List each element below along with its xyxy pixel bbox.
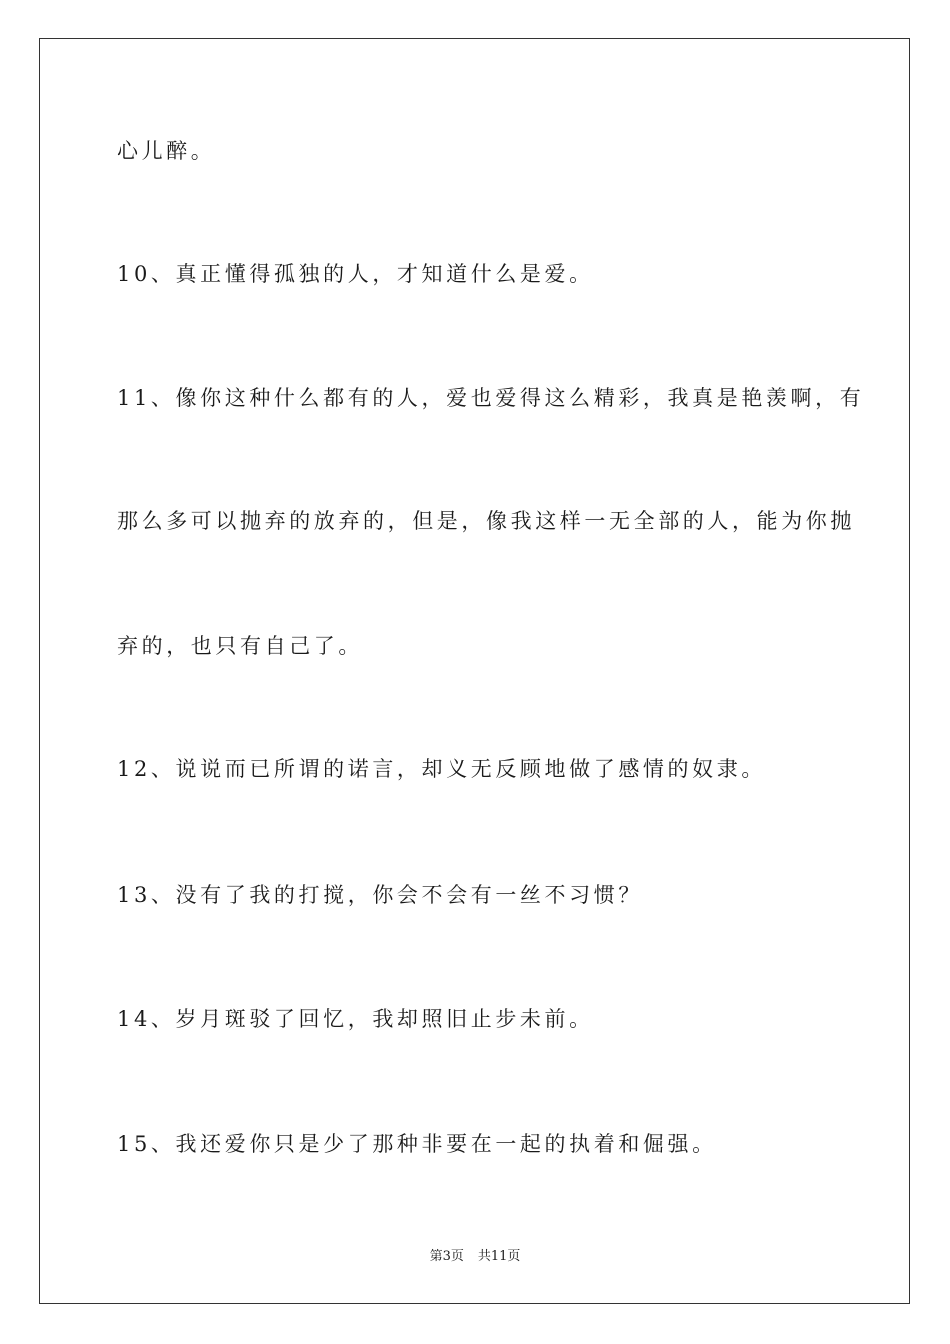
text-line: 心儿醉。	[117, 139, 216, 163]
page-border	[39, 38, 910, 1304]
page-number: 第3页	[429, 1249, 464, 1264]
text-line: 那么多可以抛弃的放弃的，但是，像我这样一无全部的人，能为你抛	[117, 509, 855, 533]
text-line: 10、真正懂得孤独的人，才知道什么是爱。	[117, 262, 594, 286]
text-line: 13、没有了我的打搅，你会不会有一丝不习惯？	[117, 883, 643, 907]
page-footer	[0, 1248, 950, 1266]
text-line: 14、岁月斑驳了回忆，我却照旧止步未前。	[117, 1007, 594, 1031]
page-total: 共11页	[477, 1249, 521, 1264]
text-line: 12、说说而已所谓的诺言，却义无反顾地做了感情的奴隶。	[117, 757, 766, 781]
text-line: 15、我还爱你只是少了那种非要在一起的执着和倔强。	[117, 1132, 717, 1156]
text-line: 11、像你这种什么都有的人，爱也爱得这么精彩，我真是艳羡啊，有	[117, 386, 865, 410]
text-line: 弃的，也只有自己了。	[117, 634, 363, 658]
